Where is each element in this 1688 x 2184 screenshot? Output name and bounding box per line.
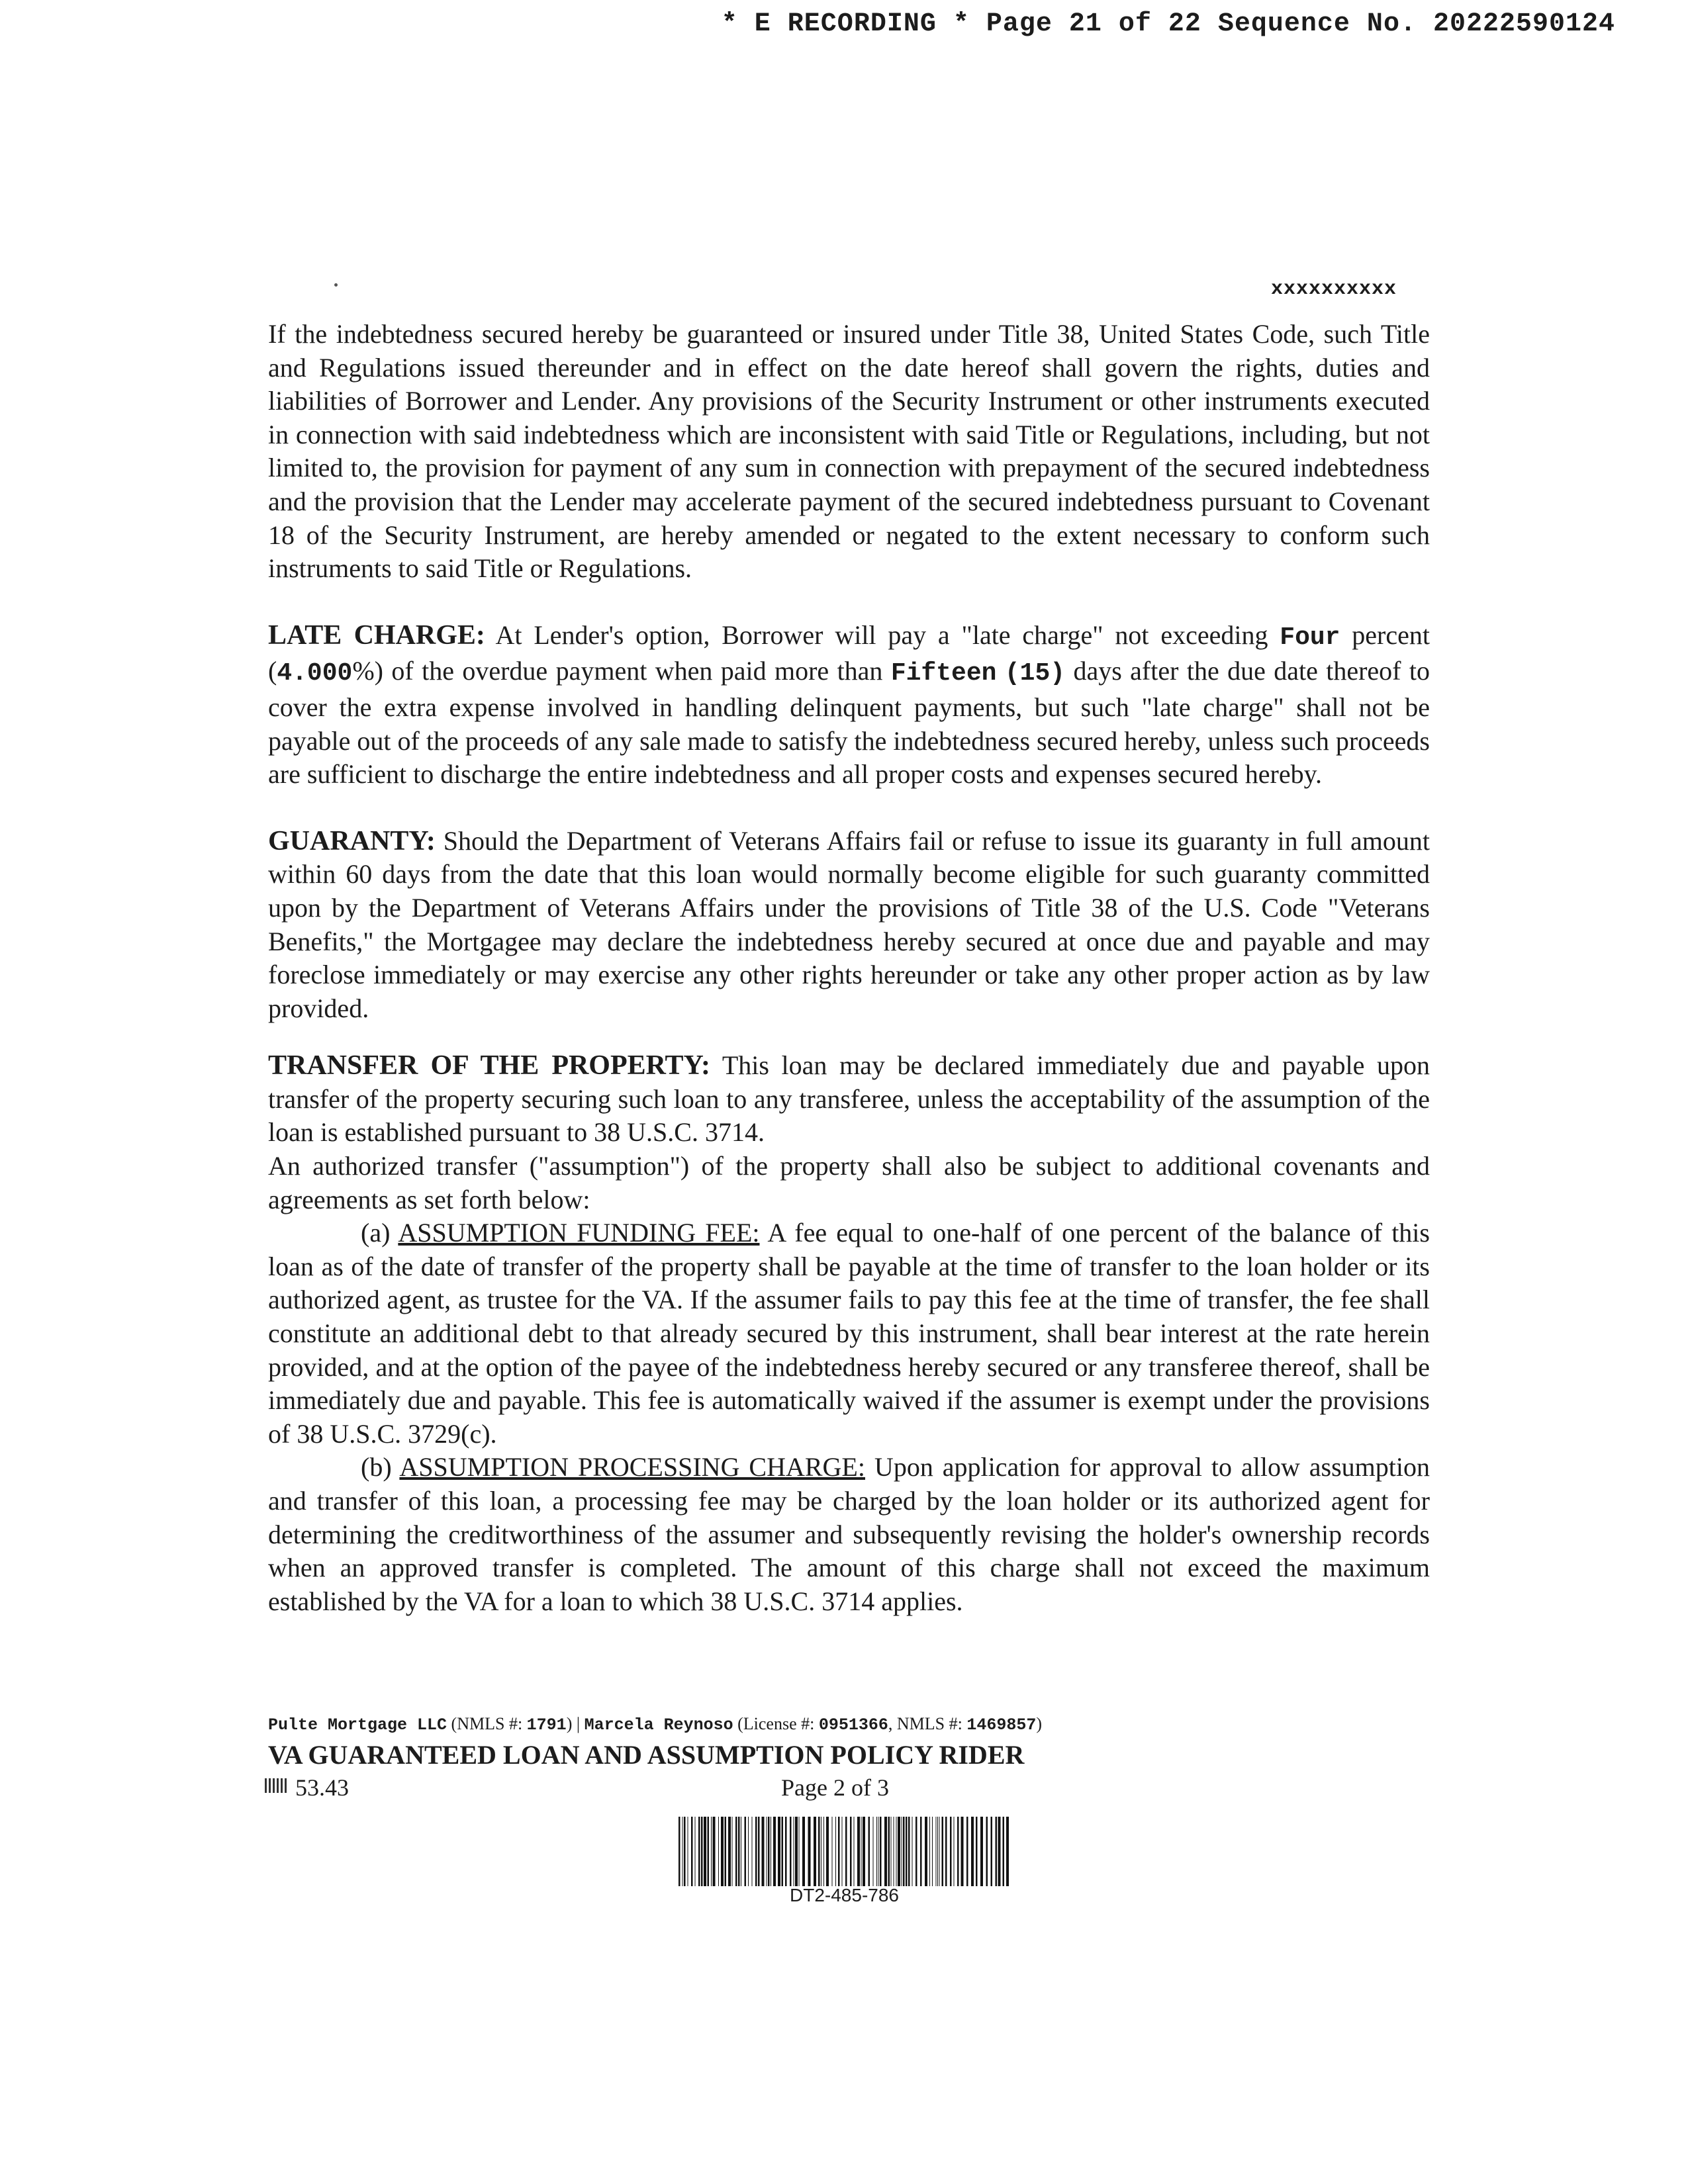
barcode-bar <box>725 1817 727 1886</box>
late-charge-days-value: (15) <box>1004 659 1066 688</box>
barcode-bar <box>838 1817 840 1886</box>
barcode-bar <box>708 1817 710 1886</box>
barcode-bar <box>920 1817 922 1886</box>
barcode-bar <box>818 1817 820 1886</box>
barcode-bar <box>778 1817 780 1886</box>
barcode-bar <box>912 1817 913 1886</box>
funding-fee-text: A fee equal to one-half of one percent of the balance of this loan as of the date of transfer of the property shall be payable at the time of transfer to the loan holder or its authorized agent, as trustee for the VA. If the assumer fails to pay this fee at the time of transfer, the fee shall constitute an additional debt to that already secured by this instrument, shall bear interest at the rate herein provided, and at the option of the payee of the indebtedness hereby secured or any transferee thereof, shall be immediately due and payable. This fee is automatically waived if the assumer is exempt under the provisions of 38 U.S.C. 3729(c). <box>268 1218 1430 1449</box>
barcode-bar <box>826 1817 829 1886</box>
barcode-bar <box>752 1817 753 1886</box>
barcode-bar <box>868 1817 870 1886</box>
late-charge-text: days after the due date thereof to cover the extra expense involved in handling delinquent payments, but such "late charge" shall not be payable out of the proceeds of any sale made to satisfy the indebtedness secured hereby, unless such proceeds are sufficient to discharge the entire indebtedness and all proper costs and expenses secured hereby. <box>268 656 1430 790</box>
barcode-bar <box>936 1817 937 1886</box>
authorized-transfer-paragraph: An authorized transfer ("assumption") of the property shall also be subject to additional covenants and agreements as set forth below: <box>268 1151 1430 1214</box>
barcode-bar <box>939 1817 940 1886</box>
barcode-bar <box>832 1817 833 1886</box>
transfer-text: This loan may be declared immediately due and payable upon transfer of the property securing such loan to any transferee, unless the acceptability of the assumption of the loan is established pursuant to 38 U.S.C. 3714. <box>268 1050 1430 1148</box>
barcode-bar <box>782 1817 784 1886</box>
barcode-bar <box>768 1817 770 1886</box>
processing-charge-title: ASSUMPTION PROCESSING CHARGE: <box>399 1452 865 1482</box>
barcode-bar <box>762 1817 765 1886</box>
barcode-bar <box>903 1817 905 1886</box>
barcode-bar <box>758 1817 760 1886</box>
barcode-bar <box>684 1817 686 1886</box>
barcode-bar <box>854 1817 855 1886</box>
barcode <box>677 1817 1011 1886</box>
document-id: xxxxxxxxxx <box>1271 278 1397 300</box>
barcode-bar <box>808 1817 811 1886</box>
form-code <box>265 1774 349 1801</box>
barcode-bar <box>745 1817 747 1886</box>
title-38-paragraph: If the indebtedness secured hereby be guaranteed or insured under Title 38, United States Code, such Title and Regulations issued thereunder and in effect on the date hereof shall govern the rights, duties and liabilities of Borrower and Lender. Any provisions of the Security Instrument or other instruments executed in connection with said indebtedness which are inconsistent with said Title or Regulations, including, but not limited to, the provision for payment of any sum in connection with prepayment of the secured indebtedness and the provision that the Lender may accelerate payment of the secured indebtedness pursuant to Covenant 18 of the Security Instrument, are hereby amended or negated to the extent necessary to conform such instruments to said Title or Regulations. <box>268 319 1430 584</box>
funding-fee-title: ASSUMPTION FUNDING FEE: <box>398 1218 760 1248</box>
scan-speck <box>334 283 338 287</box>
processing-charge-paragraph <box>268 1451 1430 1618</box>
lender-nmls: 1791 <box>526 1715 567 1735</box>
barcode-bar <box>929 1817 930 1886</box>
barcode-bar <box>823 1817 824 1886</box>
barcode-bar <box>971 1817 974 1886</box>
processing-charge-text: Upon application for approval to allow assumption and transfer of this loan, a processing fee may be charged by the loan holder or its authorized agent for determining the creditworthiness of the assumer and subsequently revising the holder's ownership records when an approved transfer is completed. The amount of this charge shall not exceed the maximum established by the VA for a loan to which 38 U.S.C. 3714 applies. <box>268 1452 1430 1616</box>
barcode-bar <box>682 1817 683 1886</box>
license-label: (License #: <box>733 1714 819 1733</box>
officer-license: 0951366 <box>818 1715 888 1735</box>
lender-nmls-label: (NMLS #: <box>447 1714 527 1733</box>
barcode-bar <box>861 1817 862 1886</box>
transfer-paragraph <box>268 1049 1430 1150</box>
barcode-bar <box>748 1817 749 1886</box>
barcode-bar <box>728 1817 731 1886</box>
transfer-heading: TRANSFER OF THE PROPERTY: <box>268 1050 710 1081</box>
barcode-bar <box>876 1817 877 1886</box>
barcode-bar <box>976 1817 978 1886</box>
barcode-bar <box>842 1817 843 1886</box>
barcode-bar <box>945 1817 947 1886</box>
barcode-bar <box>1003 1817 1005 1886</box>
barcode-bar <box>802 1817 805 1886</box>
barcode-bar <box>884 1817 887 1886</box>
barcode-bar <box>795 1817 798 1886</box>
barcode-bar <box>863 1817 865 1886</box>
barcode-bar <box>713 1817 716 1886</box>
lender-separator: ) | <box>566 1714 585 1733</box>
processing-charge-prefix: (b) <box>361 1452 400 1482</box>
funding-fee-prefix: (a) <box>361 1218 399 1248</box>
barcode-bar <box>704 1817 706 1886</box>
lender-line <box>268 1714 1042 1735</box>
barcode-bar <box>957 1817 959 1886</box>
barcode-bar <box>998 1817 1001 1886</box>
lender-close: ) <box>1036 1714 1043 1733</box>
barcode-bar <box>908 1817 910 1886</box>
barcode-bar <box>950 1817 952 1886</box>
barcode-bar <box>755 1817 757 1886</box>
barcode-bar <box>915 1817 917 1886</box>
page-number: Page 2 of 3 <box>781 1774 889 1801</box>
officer-name: Marcela Reynoso <box>584 1715 733 1735</box>
guaranty-paragraph <box>268 825 1430 1026</box>
barcode-bar <box>1006 1817 1009 1886</box>
late-charge-rate-word: Four <box>1280 623 1340 652</box>
barcode-bar <box>986 1817 988 1886</box>
form-logo-icon <box>265 1778 287 1793</box>
late-charge-text: %) of the overdue payment when paid more than <box>352 656 891 686</box>
late-charge-heading: LATE CHARGE: <box>268 619 485 651</box>
barcode-bar <box>735 1817 737 1886</box>
barcode-bar <box>878 1817 879 1886</box>
barcode-bar <box>695 1817 696 1886</box>
barcode-bar <box>701 1817 703 1886</box>
late-charge-text: percent ( <box>268 619 1430 686</box>
barcode-bar <box>850 1817 852 1886</box>
barcode-bar <box>906 1817 908 1886</box>
barcode-bar <box>937 1817 938 1886</box>
barcode-bar <box>891 1817 892 1886</box>
barcode-bar <box>888 1817 890 1886</box>
barcode-bar <box>857 1817 860 1886</box>
form-title: VA GUARANTEED LOAN AND ASSUMPTION POLICY RIDER <box>268 1740 1025 1770</box>
funding-fee-paragraph <box>268 1216 1430 1451</box>
barcode-bar <box>790 1817 792 1886</box>
barcode-text: DT2-485-786 <box>790 1885 899 1905</box>
barcode-bar <box>785 1817 787 1886</box>
barcode-bar <box>814 1817 816 1886</box>
barcode-bar <box>991 1817 993 1886</box>
barcode-bar <box>799 1817 800 1886</box>
barcode-bar <box>845 1817 847 1886</box>
barcode-bar <box>932 1817 933 1886</box>
barcode-bar <box>925 1817 927 1886</box>
late-charge-text <box>996 656 1004 686</box>
barcode-bar <box>961 1817 964 1886</box>
barcode-bar <box>980 1817 983 1886</box>
barcode-bar <box>996 1817 998 1886</box>
officer-nmls-label: , NMLS #: <box>888 1714 967 1733</box>
barcode-bar <box>898 1817 900 1886</box>
barcode-bar <box>718 1817 719 1886</box>
barcode-bar <box>721 1817 724 1886</box>
barcode-bar <box>732 1817 733 1886</box>
officer-nmls: 1469857 <box>966 1715 1037 1735</box>
form-code-number: 53.43 <box>295 1774 349 1801</box>
barcode-bar <box>691 1817 693 1886</box>
barcode-bar <box>896 1817 897 1886</box>
barcode-bar <box>738 1817 740 1886</box>
late-charge-text: At Lender's option, Borrower will pay a "late charge" not exceeding <box>485 619 1280 650</box>
barcode-bar <box>835 1817 836 1886</box>
lender-name: Pulte Mortgage LLC <box>268 1715 447 1735</box>
barcode-bar <box>966 1817 968 1886</box>
rider-body <box>268 318 1430 1618</box>
barcode-bar <box>873 1817 874 1886</box>
late-charge-rate-value: 4.000 <box>277 659 353 688</box>
late-charge-days-word: Fifteen <box>890 659 997 688</box>
barcode-bar <box>698 1817 700 1886</box>
barcode-bar <box>880 1817 882 1886</box>
barcode-bar <box>954 1817 955 1886</box>
barcode-bar <box>711 1817 712 1886</box>
barcode-bar <box>773 1817 776 1886</box>
late-charge-paragraph <box>268 619 1430 792</box>
barcode-bar <box>679 1817 680 1886</box>
barcode-bar <box>942 1817 944 1886</box>
guaranty-heading: GUARANTY: <box>268 825 436 856</box>
guaranty-text: Should the Department of Veterans Affairs fail or refuse to issue its guaranty in full amount within 60 days from the date that this loan would normally become eligible for such guaranty committed upon by the Department of Veterans Affairs under the provisions of Title 38 of the U.S. Code "Veterans Benefits," the Mortgagee may declare the indebtedness hereby secured at once due and payable and may foreclose immediately or may exercise any other rights hereunder or take any other proper action as by law provided. <box>268 825 1430 1023</box>
recording-header: * E RECORDING * Page 21 of 22 Sequence No. 20222590124 <box>721 9 1615 39</box>
